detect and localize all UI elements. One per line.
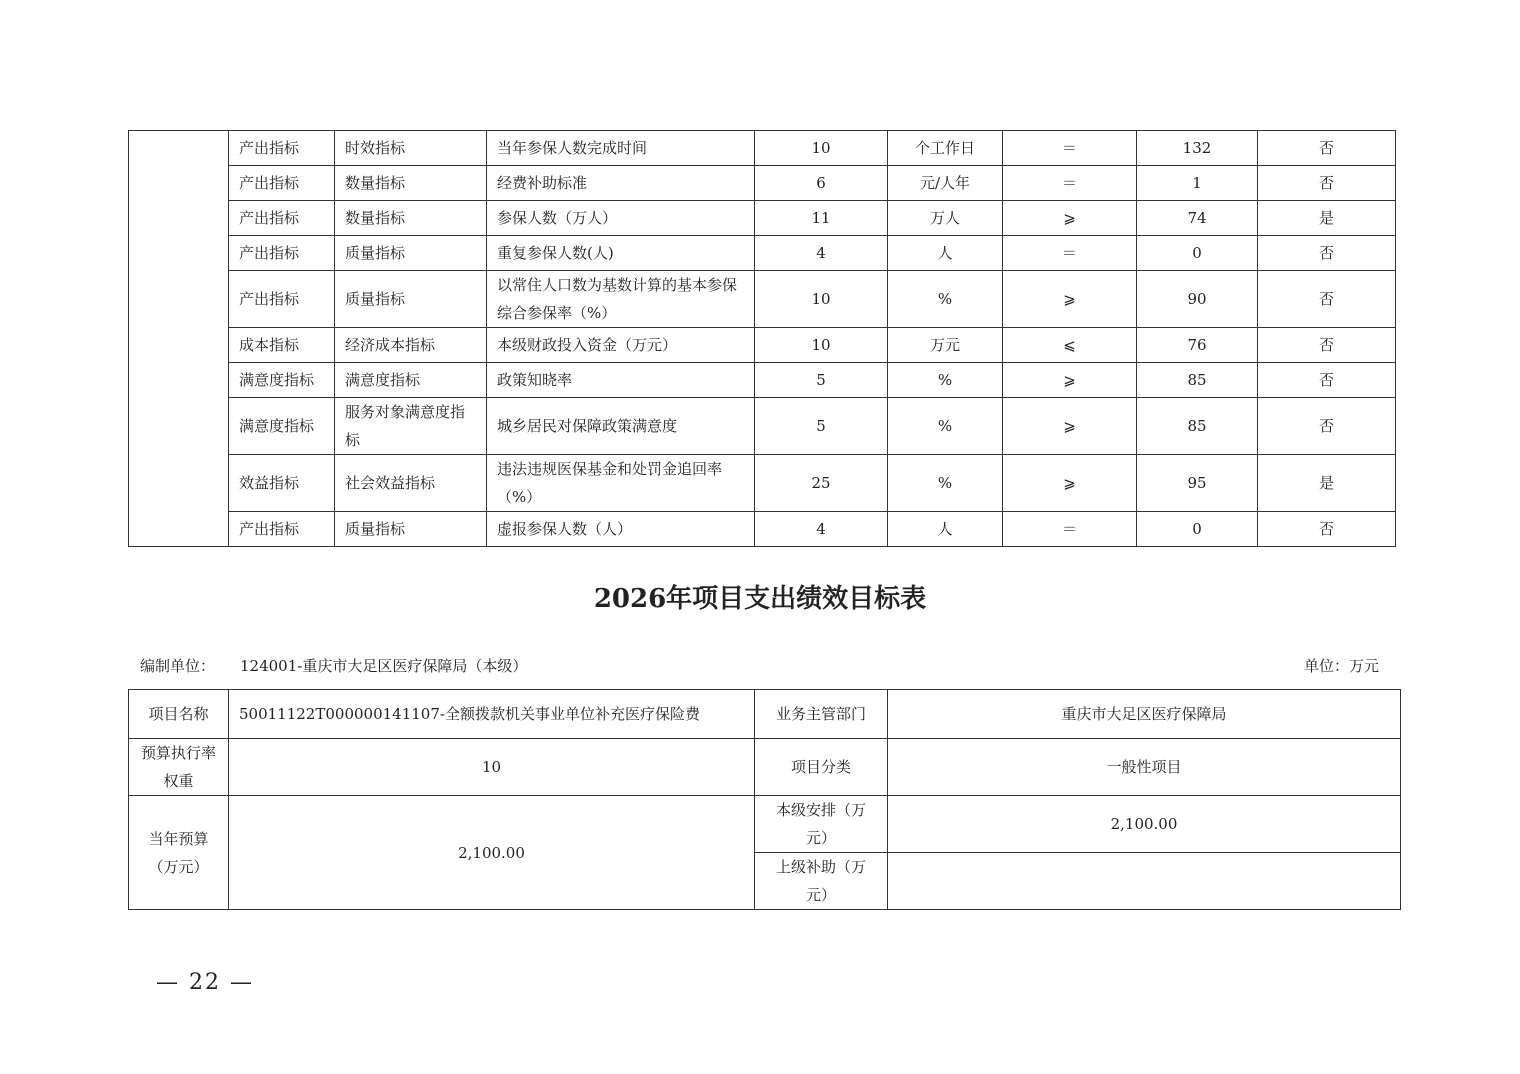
indicator-name: 本级财政投入资金（万元） bbox=[487, 328, 755, 363]
indicator-level2: 质量指标 bbox=[335, 512, 487, 547]
local-arrangement-label: 本级安排（万元） bbox=[755, 796, 888, 853]
table-row bbox=[129, 166, 1396, 201]
indicator-unit: 人 bbox=[888, 512, 1003, 547]
indicator-unit: 元/人年 bbox=[888, 166, 1003, 201]
indicator-name: 经费补助标准 bbox=[487, 166, 755, 201]
indicator-name: 重复参保人数(人) bbox=[487, 236, 755, 271]
indicator-level1: 满意度指标 bbox=[229, 363, 335, 398]
indicator-name: 违法违规医保基金和处罚金追回率（%） bbox=[487, 455, 755, 512]
indicator-level1: 满意度指标 bbox=[229, 398, 335, 455]
indicator-name: 参保人数（万人） bbox=[487, 201, 755, 236]
indicator-operator: ⩾ bbox=[1003, 363, 1137, 398]
table-row bbox=[129, 328, 1396, 363]
category-value: 一般性项目 bbox=[888, 739, 1401, 796]
indicator-unit: % bbox=[888, 455, 1003, 512]
project-name-label: 项目名称 bbox=[129, 690, 229, 739]
indicator-core-flag: 否 bbox=[1258, 131, 1396, 166]
indicator-level2: 社会效益指标 bbox=[335, 455, 487, 512]
page-title: 2026年项目支出绩效目标表 bbox=[593, 584, 927, 614]
indicator-weight: 10 bbox=[755, 328, 888, 363]
indicator-level2: 数量指标 bbox=[335, 166, 487, 201]
indicator-core-flag: 否 bbox=[1258, 512, 1396, 547]
indicator-target: 0 bbox=[1137, 512, 1258, 547]
budget-value: 2,100.00 bbox=[229, 796, 755, 910]
indicator-name: 以常住人口数为基数计算的基本参保综合参保率（%） bbox=[487, 271, 755, 328]
indicator-name: 政策知晓率 bbox=[487, 363, 755, 398]
indicator-target: 85 bbox=[1137, 363, 1258, 398]
weight-label: 预算执行率权重 bbox=[129, 739, 229, 796]
org-label: 编制单位： bbox=[140, 657, 216, 675]
indicator-target: 95 bbox=[1137, 455, 1258, 512]
indicator-name: 城乡居民对保障政策满意度 bbox=[487, 398, 755, 455]
indicator-operator: ⩾ bbox=[1003, 271, 1137, 328]
indicator-operator: ⩾ bbox=[1003, 455, 1137, 512]
indicator-target: 132 bbox=[1137, 131, 1258, 166]
table-row bbox=[129, 236, 1396, 271]
indicator-target: 76 bbox=[1137, 328, 1258, 363]
table-row bbox=[129, 201, 1396, 236]
indicator-level2: 质量指标 bbox=[335, 271, 487, 328]
indicator-operator: ＝ bbox=[1003, 512, 1137, 547]
indicator-operator: ＝ bbox=[1003, 131, 1137, 166]
indicator-operator: ＝ bbox=[1003, 166, 1137, 201]
indicator-target: 90 bbox=[1137, 271, 1258, 328]
indicator-level2: 满意度指标 bbox=[335, 363, 487, 398]
indicator-level1: 产出指标 bbox=[229, 201, 335, 236]
dept-value: 重庆市大足区医疗保障局 bbox=[888, 690, 1401, 739]
indicator-level1: 成本指标 bbox=[229, 328, 335, 363]
indicator-weight: 4 bbox=[755, 236, 888, 271]
indicator-core-flag: 是 bbox=[1258, 455, 1396, 512]
unit-label: 单位：万元 bbox=[1304, 657, 1380, 675]
project-name-value: 50011122T000000141107-全额拨款机关事业单位补充医疗保险费 bbox=[229, 690, 755, 739]
table-row bbox=[129, 398, 1396, 455]
indicator-level1: 产出指标 bbox=[229, 131, 335, 166]
indicator-level2: 经济成本指标 bbox=[335, 328, 487, 363]
indicator-unit: 人 bbox=[888, 236, 1003, 271]
blank-first-column bbox=[129, 131, 229, 547]
indicator-target: 0 bbox=[1137, 236, 1258, 271]
budget-label: 当年预算（万元） bbox=[129, 796, 229, 910]
indicator-level2: 服务对象满意度指标 bbox=[335, 398, 487, 455]
indicator-level1: 产出指标 bbox=[229, 512, 335, 547]
indicator-name: 当年参保人数完成时间 bbox=[487, 131, 755, 166]
upper-subsidy-label: 上级补助（万元） bbox=[755, 853, 888, 910]
indicator-weight: 6 bbox=[755, 166, 888, 201]
indicator-level1: 产出指标 bbox=[229, 166, 335, 201]
indicator-unit: % bbox=[888, 363, 1003, 398]
indicator-weight: 5 bbox=[755, 363, 888, 398]
indicator-weight: 5 bbox=[755, 398, 888, 455]
indicator-target: 74 bbox=[1137, 201, 1258, 236]
local-arrangement-value: 2,100.00 bbox=[888, 796, 1401, 853]
category-label: 项目分类 bbox=[755, 739, 888, 796]
indicator-level2: 质量指标 bbox=[335, 236, 487, 271]
indicator-target: 85 bbox=[1137, 398, 1258, 455]
table-row bbox=[129, 363, 1396, 398]
indicator-level2: 时效指标 bbox=[335, 131, 487, 166]
table-row bbox=[129, 512, 1396, 547]
table-row bbox=[129, 271, 1396, 328]
indicator-level1: 产出指标 bbox=[229, 236, 335, 271]
indicator-operator: ⩽ bbox=[1003, 328, 1137, 363]
indicator-core-flag: 是 bbox=[1258, 201, 1396, 236]
upper-subsidy-value bbox=[888, 853, 1401, 910]
indicator-core-flag: 否 bbox=[1258, 398, 1396, 455]
table-row bbox=[129, 131, 1396, 166]
indicator-name: 虚报参保人数（人） bbox=[487, 512, 755, 547]
indicator-level1: 效益指标 bbox=[229, 455, 335, 512]
indicator-weight: 10 bbox=[755, 271, 888, 328]
table-row bbox=[129, 455, 1396, 512]
indicator-core-flag: 否 bbox=[1258, 328, 1396, 363]
indicator-operator: ⩾ bbox=[1003, 398, 1137, 455]
indicator-level1: 产出指标 bbox=[229, 271, 335, 328]
indicator-unit: 万人 bbox=[888, 201, 1003, 236]
indicator-core-flag: 否 bbox=[1258, 363, 1396, 398]
indicator-level2: 数量指标 bbox=[335, 201, 487, 236]
indicator-unit: % bbox=[888, 271, 1003, 328]
indicator-operator: ＝ bbox=[1003, 236, 1137, 271]
project-info-table bbox=[128, 689, 1401, 910]
org-value: 124001-重庆市大足区医疗保障局（本级） bbox=[240, 657, 528, 675]
indicator-weight: 25 bbox=[755, 455, 888, 512]
indicator-unit: 个工作日 bbox=[888, 131, 1003, 166]
indicator-target: 1 bbox=[1137, 166, 1258, 201]
indicator-unit: 万元 bbox=[888, 328, 1003, 363]
indicator-unit: % bbox=[888, 398, 1003, 455]
indicator-table bbox=[128, 130, 1396, 547]
page-number: — 22 — bbox=[156, 970, 254, 995]
dept-label: 业务主管部门 bbox=[755, 690, 888, 739]
indicator-weight: 10 bbox=[755, 131, 888, 166]
indicator-core-flag: 否 bbox=[1258, 236, 1396, 271]
indicator-core-flag: 否 bbox=[1258, 271, 1396, 328]
indicator-weight: 11 bbox=[755, 201, 888, 236]
indicator-core-flag: 否 bbox=[1258, 166, 1396, 201]
weight-value: 10 bbox=[229, 739, 755, 796]
indicator-weight: 4 bbox=[755, 512, 888, 547]
indicator-operator: ⩾ bbox=[1003, 201, 1137, 236]
